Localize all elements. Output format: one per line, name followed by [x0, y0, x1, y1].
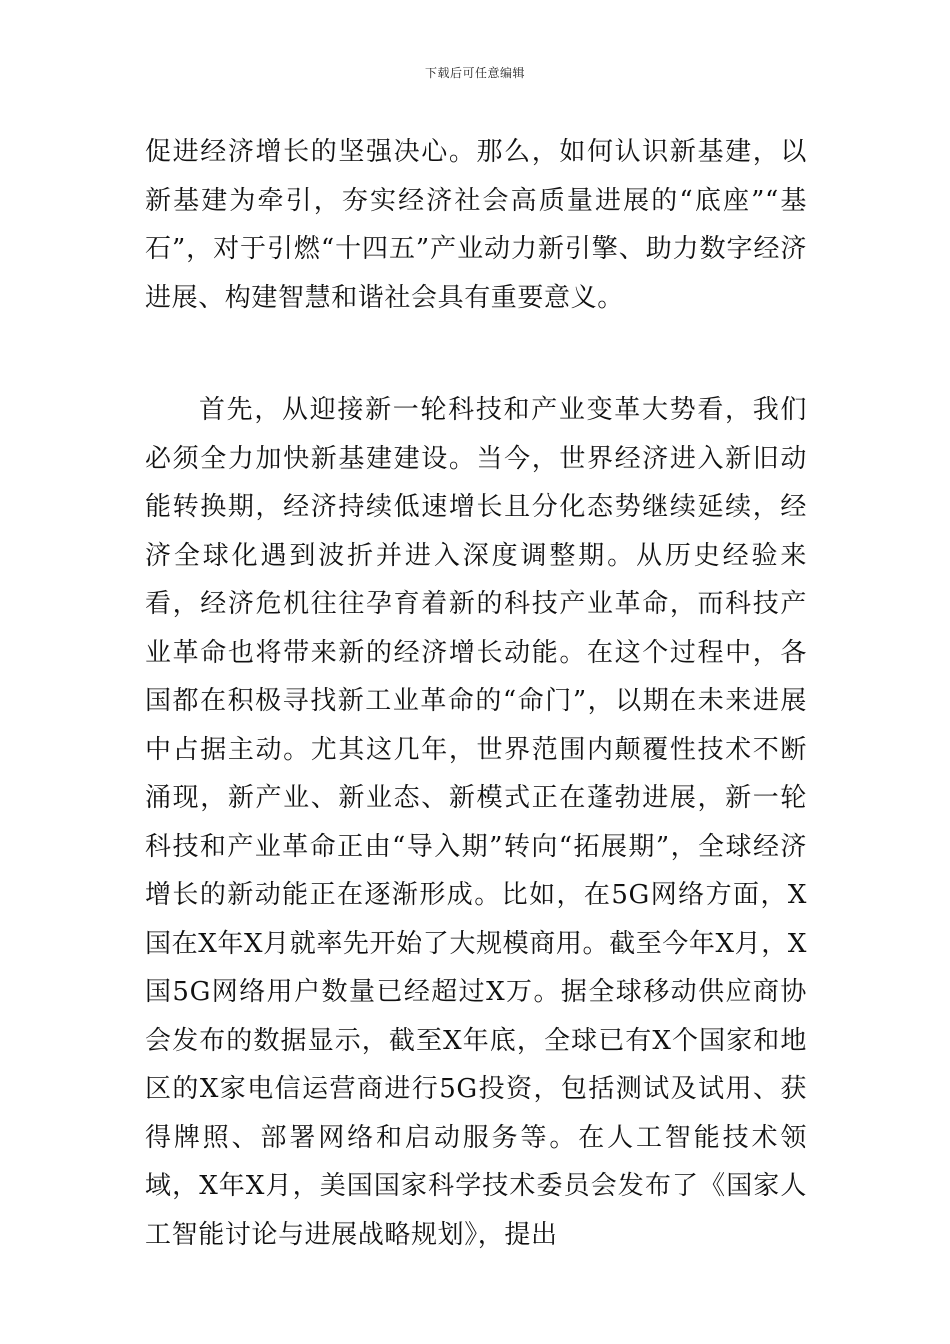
paragraph-first-point: 首先，从迎接新一轮科技和产业变革大势看，我们必须全力加快新基建建设。当今，世界经济进入新旧动能转换期，经济持续低速增长且分化态势继续延续，经济全球化遇到波折并进入深度调整期。从历史经验来看，经济危机往往孕育着新的科技产业革命，而科技产业革命也将带来新的经济增长动能。在这个过程中，各国都在积极寻找新工业革命的“命门”，以期在未来进展中占据主动。尤其这几年，世界范围内颠覆性技术不断涌现，新产业、新业态、新模式正在蓬勃进展，新一轮科技和产业革命正由“导入期”转向“拓展期”，全球经济增长的新动能正在逐渐形成。比如，在5G网络方面，X国在X年X月就率先开始了大规模商用。截至今年X月，X国5G网络用户数量已经超过X万。据全球移动供应商协会发布的数据显示，截至X年底，全球已有X个国家和地区的X家电信运营商进行5G投资，包括测试及试用、获得牌照、部署网络和启动服务等。在人工智能技术领域，X年X月，美国国家科学技术委员会发布了《国家人工智能讨论与进展战略规划》，提出	[145, 395, 807, 1250]
page-header: 下载后可任意编辑	[424, 66, 525, 80]
document-body	[145, 128, 807, 1259]
paragraph-continuation: 促进经济增长的坚强决心。那么，如何认识新基建，以新基建为牵引，夯实经济社会高质量进展的“底座”“基石”，对于引燃“十四五”产业动力新引擎、助力数字经济进展、构建智慧和谐社会具有重要意义。	[145, 137, 807, 313]
